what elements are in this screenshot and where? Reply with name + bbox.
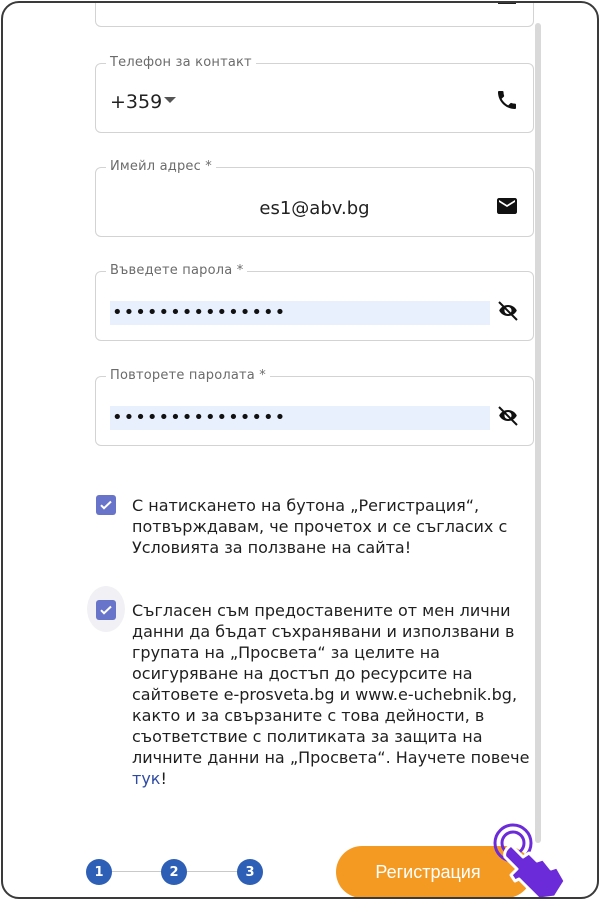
repeat-password-field[interactable] <box>95 368 534 446</box>
password-input[interactable]: ••••••••••••••• <box>110 301 490 325</box>
email-field[interactable] <box>95 159 534 237</box>
step-2[interactable]: 2 <box>161 859 187 885</box>
email-label: Имейл адрес * <box>106 159 216 174</box>
repeat-password-label: Повторете паролата * <box>106 368 270 383</box>
stepper <box>86 859 266 885</box>
email-input[interactable]: es1@abv.bg <box>259 198 370 219</box>
terms-text: С натискането на бутона „Регистрация“, потвърждавам, че прочетох и се съгласих с Условията за ползване на сайта! <box>132 496 508 557</box>
terms-checkbox[interactable] <box>96 495 116 515</box>
visibility-off-icon[interactable] <box>495 299 519 323</box>
phone-label: Телефон за контакт <box>106 55 256 70</box>
country-code-select[interactable]: +359 <box>110 91 163 113</box>
step-1[interactable]: 1 <box>86 859 112 885</box>
register-button[interactable]: Регистрация <box>336 846 532 898</box>
phone-field[interactable] <box>95 55 534 133</box>
phone-icon <box>495 88 519 112</box>
previous-field[interactable] <box>95 1 534 27</box>
privacy-checkbox[interactable] <box>96 600 116 620</box>
password-field[interactable] <box>95 263 534 341</box>
chevron-down-icon[interactable] <box>164 97 176 103</box>
device-frame <box>1 1 599 899</box>
repeat-password-input[interactable]: ••••••••••••••• <box>110 406 490 430</box>
visibility-off-icon[interactable] <box>495 404 519 428</box>
mail-icon <box>495 194 519 218</box>
privacy-text <box>132 600 537 789</box>
step-3[interactable]: 3 <box>237 859 263 885</box>
tap-hand-icon <box>489 821 571 899</box>
privacy-text-body: Съгласен съм предоставените от мен лични данни да бъдат съхранявани и използвани в групата на „Просвета“ за целите на осигуряване на достъп до ресурсите на сайтовете e-prosveta.bg и www.e-uchebnik.bg, както и за свързаните с това дейности, в съответствие с политиката за защита на личните данни на „Просвета“. Научете повече <box>132 601 530 767</box>
password-label: Въведете парола * <box>106 263 247 278</box>
learn-more-link[interactable]: тук <box>132 769 161 788</box>
menu-icon <box>495 1 519 20</box>
privacy-text-end: ! <box>160 769 167 788</box>
